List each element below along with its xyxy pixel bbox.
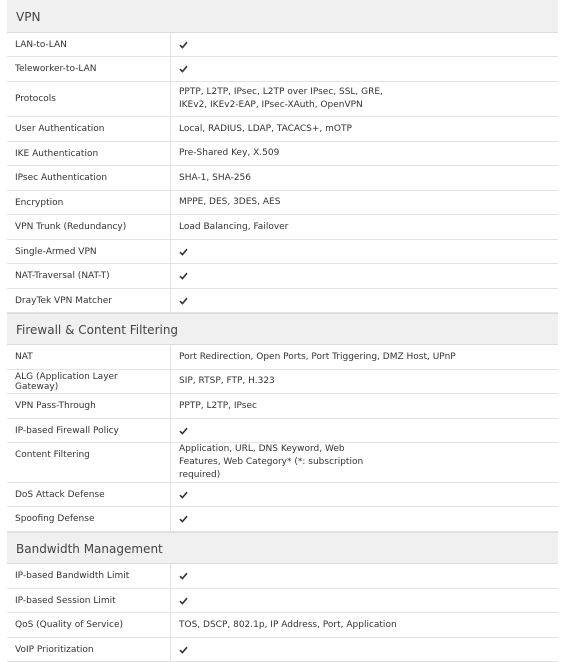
table-row [7, 419, 558, 443]
table-row [7, 443, 558, 483]
section-header-bandwidth: Bandwidth Management [7, 532, 558, 564]
section-header-firewall: Firewall & Content Filtering [7, 313, 558, 345]
table-row [7, 117, 558, 142]
row-label: VPN Trunk (Redundancy) [7, 215, 171, 239]
table-row [7, 191, 558, 215]
table-row [7, 57, 558, 82]
table-row [7, 215, 558, 240]
check-icon [179, 597, 188, 605]
row-value: TOS, DSCP, 802.1p, IP Address, Port, Application [179, 619, 397, 630]
row-label: VPN Pass-Through [7, 394, 171, 418]
row-value: SHA-1, SHA-256 [179, 172, 251, 183]
table-row [7, 613, 558, 638]
row-label: NAT [7, 345, 171, 369]
check-icon [179, 297, 188, 305]
check-icon [179, 491, 188, 499]
table-row [7, 82, 558, 117]
row-label: ALG (Application Layer Gateway) [7, 370, 171, 393]
row-label: LAN-to-LAN [7, 33, 171, 56]
row-label: IPsec Authentication [7, 166, 171, 190]
row-label: IP-based Firewall Policy [7, 419, 171, 442]
section-header-vpn: VPN [7, 0, 558, 33]
table-row [7, 166, 558, 191]
row-label: VoIP Prioritization [7, 638, 171, 661]
row-value: PPTP, L2TP, IPsec, L2TP over IPsec, SSL, GRE, IKEv2, IKEv2-EAP, IPsec-XAuth, OpenVPN [179, 87, 383, 110]
check-icon [179, 646, 188, 654]
row-value: Local, RADIUS, LDAP, TACACS+, mOTP [179, 123, 352, 134]
row-label: Teleworker-to-LAN [7, 57, 171, 81]
row-label: DrayTek VPN Matcher [7, 289, 171, 312]
table-row [7, 240, 558, 264]
check-icon [179, 65, 188, 73]
row-label: User Authentication [7, 117, 171, 141]
row-label: Protocols [7, 82, 171, 116]
table-row [7, 394, 558, 419]
row-label: Encryption [7, 191, 171, 214]
row-value: SIP, RTSP, FTP, H.323 [179, 376, 275, 386]
row-value: Application, URL, DNS Keyword, Web Features, Web Category* (*: subscription required) [179, 444, 364, 480]
row-value: Pre-Shared Key, X.509 [179, 148, 280, 158]
table-row [7, 564, 558, 589]
table-row [7, 370, 558, 394]
row-label: IP-based Bandwidth Limit [7, 564, 171, 588]
row-label: IKE Authentication [7, 142, 171, 165]
table-row [7, 289, 558, 313]
row-value: PPTP, L2TP, IPsec [179, 400, 257, 411]
table-row [7, 142, 558, 166]
check-icon [179, 427, 188, 435]
check-icon [179, 572, 188, 580]
table-row [7, 33, 558, 57]
table-row [7, 345, 558, 370]
row-label: Content Filtering [7, 443, 171, 482]
row-value: Load Balancing, Failover [179, 221, 289, 232]
row-label: IP-based Session Limit [7, 589, 171, 612]
row-label: QoS (Quality of Service) [7, 613, 171, 637]
table-row [7, 638, 558, 662]
check-icon [179, 515, 188, 523]
table-row [7, 264, 558, 289]
check-icon [179, 248, 188, 256]
table-row [7, 483, 558, 507]
spec-table [7, 0, 558, 662]
check-icon [179, 272, 188, 280]
row-label: Single-Armed VPN [7, 240, 171, 263]
check-icon [179, 41, 188, 49]
table-row [7, 507, 558, 532]
row-label: NAT-Traversal (NAT-T) [7, 264, 171, 288]
row-value: Port Redirection, Open Ports, Port Triggering, DMZ Host, UPnP [179, 351, 456, 362]
row-label: DoS Attack Defense [7, 483, 171, 506]
table-row [7, 589, 558, 613]
row-label: Spoofing Defense [7, 507, 171, 531]
row-value: MPPE, DES, 3DES, AES [179, 197, 281, 207]
